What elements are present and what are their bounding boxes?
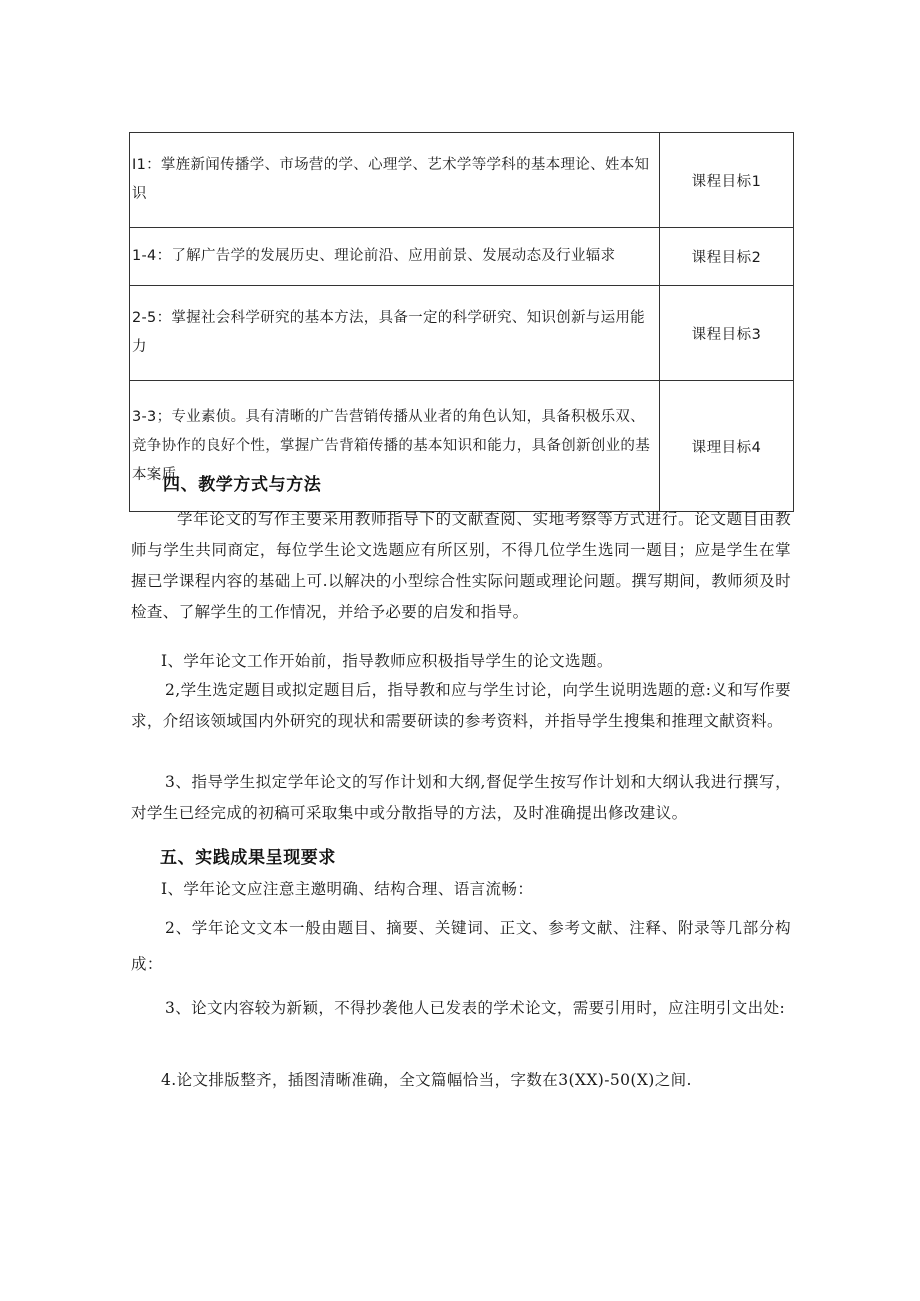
section5-item-1: I、学年论文应注意主邀明确、结构合理、语言流畅： xyxy=(161,880,534,898)
table-row xyxy=(130,286,794,381)
section4-item-1: I、学年论文工作开始前，指导教师应积极指导学生的论文选题。 xyxy=(161,652,613,670)
section5-item-4: 4.论文排版整齐，插图清晰准确，全文篇幅恰当，字数在3(XX)-50(X)之间. xyxy=(161,1071,692,1089)
goal-cell: 课程目标3 xyxy=(660,286,794,381)
goal-cell: 课程目标2 xyxy=(660,228,794,286)
goal-cell: 课程目标1 xyxy=(660,133,794,228)
goal-cell: 课理目标4 xyxy=(660,381,794,512)
objectives-table xyxy=(129,132,794,512)
requirement-cell: 3-3；专业素侦。具有清晰的广告营销传播从业者的角色认知，具备积极乐双、竞争协作的良好个性，掌握广告背箱传播的基本知识和能力，具备创新创业的基本案质 xyxy=(130,381,660,512)
section5-item-2: 2、学年论文文本一般由题目、摘要、关键词、正文、参考文献、注释、附录等几部分构成： xyxy=(131,919,791,973)
section5-item-3: 3、论文内容较为新颖，不得抄袭他人已发表的学术论文，需要引用时，应注明引文出处: xyxy=(165,999,786,1017)
requirement-cell: 1-4：了解广告学的发展历史、理论前沿、应用前景、发展动态及行业辐求 xyxy=(130,228,660,286)
section4-item-3: 3、指导学生拟定学年论文的写作计划和大纲,督促学生按写作计划和大纲认我进行撰写，对学生已经完成的初稿可采取集中或分散指导的方法，及时准确提出修改建议。 xyxy=(131,773,791,822)
section4-heading: 四、教学方式与方法 xyxy=(163,475,322,495)
section5-heading: 五、实践成果呈现要求 xyxy=(160,848,336,868)
requirement-cell: I1：掌旌新闻传播学、市场营的学、心理学、艺术学等学科的基本理论、姓本知识 xyxy=(130,133,660,228)
table-row xyxy=(130,133,794,228)
requirement-cell: 2-5：掌握社会科学研究的基本方法，具备一定的科学研究、知识创新与运用能力 xyxy=(130,286,660,381)
section4-item-2: 2,学生选定题目或拟定题目后，指导教和应与学生讨论，向学生说明选题的意:义和写作要求，介绍该领域国内外研究的现状和需要研读的参考资料，并指导学生搜集和推理文献资料。 xyxy=(131,681,791,730)
section4-intro-paragraph: 学年论文的写作主要采用教师指导下的文献查阅、实地考察等方式进行。论文题目由教师与学生共同商定，每位学生论文选题应有所区别，不得几位学生选同一题目；应是学生在掌握已学课程内容的基础上可.以解决的小型综合性实际问题或理论问题。撰写期间，教师须及时检查、了解学生的工作情况，并给予必要的启发和指导。 xyxy=(131,510,791,621)
table-row xyxy=(130,228,794,286)
